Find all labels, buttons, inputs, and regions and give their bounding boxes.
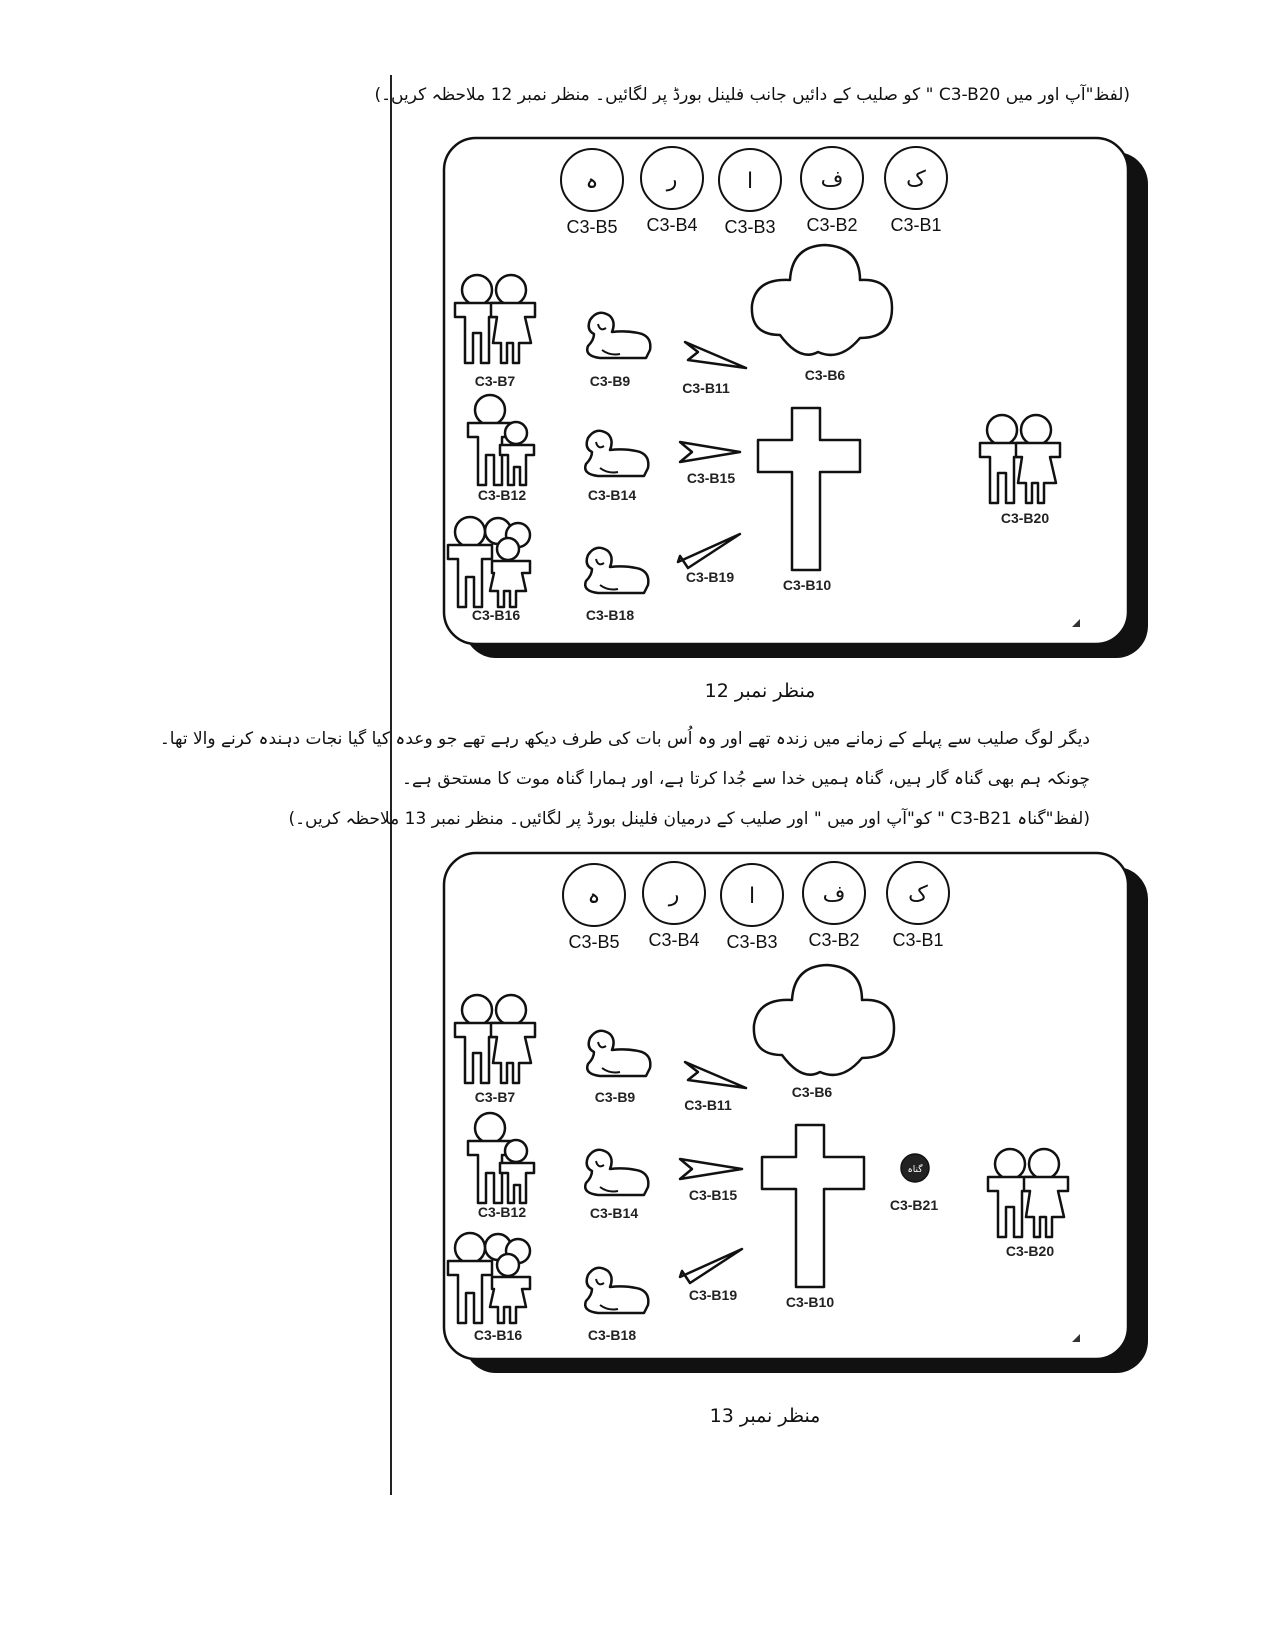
circle-label: C3-B2 xyxy=(806,215,858,235)
circle-label: C3-B1 xyxy=(890,215,942,235)
label: C3-B20 xyxy=(1000,510,1050,526)
circle-label: C3-B3 xyxy=(724,217,776,237)
label: C3-B10 xyxy=(785,1294,835,1310)
label: C3-B9 xyxy=(594,1089,636,1105)
label: C3-B20 xyxy=(1005,1243,1055,1259)
svg-text:ر: ر xyxy=(666,167,678,192)
label: C3-B16 xyxy=(473,1327,523,1343)
svg-text:ک: ک xyxy=(908,882,928,907)
scene-12-board xyxy=(440,130,1160,665)
label: C3-B15 xyxy=(688,1187,738,1203)
circle-label: C3-B1 xyxy=(892,930,944,950)
board-frame xyxy=(444,138,1128,644)
label: C3-B11 xyxy=(684,1097,732,1113)
label: C3-B19 xyxy=(688,1287,738,1303)
paragraph-line-1: دیگر لوگ صلیب سے پہلے کے زمانے میں زندہ تھے اور وہ اُس بات کی طرف دیکھ رہے تھے جو وعدہ کیا گیا نجات دہندہ کرنے والا تھا۔ xyxy=(159,729,1090,749)
board-frame xyxy=(444,853,1128,1359)
svg-text:ا: ا xyxy=(748,884,756,909)
paragraph-line-2: چونکہ ہم بھی گناہ گار ہیں، گناہ ہمیں خدا سے جُدا کرتا ہے، اور ہمارا گناہ موت کا مستحق ہے۔ xyxy=(402,769,1090,789)
paragraph-line-3: (لفظ"گناہ C3-B21 " کو"آپ اور میں " اور صلیب کے درمیان فلینل بورڈ پر لگائیں۔ منظر نمبر 13 ملاحظہ کریں۔) xyxy=(288,809,1090,829)
label: C3-B11 xyxy=(682,380,730,396)
label: C3-B18 xyxy=(585,607,635,623)
caption-scene-12: منظر نمبر 12 xyxy=(704,680,816,702)
circle-label: C3-B5 xyxy=(568,932,620,952)
circle-label: C3-B4 xyxy=(646,215,698,235)
flannel-board-scene-12 xyxy=(440,130,1160,665)
label: C3-B15 xyxy=(686,470,736,486)
svg-text:ا: ا xyxy=(746,169,754,194)
label: C3-B12 xyxy=(477,487,527,503)
svg-text:ف: ف xyxy=(820,167,844,192)
svg-text:ر: ر xyxy=(668,882,680,907)
caption-scene-13: منظر نمبر 13 xyxy=(709,1405,821,1427)
svg-text:ہ: ہ xyxy=(585,169,599,194)
label: C3-B16 xyxy=(471,607,521,623)
svg-text:ہ: ہ xyxy=(587,884,601,909)
label: C3-B18 xyxy=(587,1327,637,1343)
instruction-scene-12: (لفظ"آپ اور میں C3-B20 " کو صلیب کے دائیں جانب فلینل بورڈ پر لگائیں۔ منظر نمبر 12 ملاحظہ کریں۔) xyxy=(374,85,1130,105)
label: C3-B6 xyxy=(804,367,846,383)
sin-badge-text: گناہ xyxy=(907,1165,923,1175)
label: C3-B10 xyxy=(782,577,832,593)
label: C3-B21 xyxy=(889,1197,939,1213)
circle-label: C3-B3 xyxy=(726,932,778,952)
label: C3-B7 xyxy=(474,1089,516,1105)
scene-13-board xyxy=(440,845,1160,1380)
circle-label: C3-B4 xyxy=(648,930,700,950)
label: C3-B14 xyxy=(589,1205,639,1221)
label: C3-B9 xyxy=(589,373,631,389)
label: C3-B19 xyxy=(685,569,735,585)
flannel-board-scene-13 xyxy=(440,845,1160,1380)
label: C3-B6 xyxy=(791,1084,833,1100)
label: C3-B7 xyxy=(474,373,516,389)
sin-badge xyxy=(901,1154,929,1182)
svg-text:ف: ف xyxy=(822,882,846,907)
svg-text:ک: ک xyxy=(906,167,926,192)
circle-label: C3-B5 xyxy=(566,217,618,237)
circle-label: C3-B2 xyxy=(808,930,860,950)
label: C3-B14 xyxy=(587,487,637,503)
label: C3-B12 xyxy=(477,1204,527,1220)
margin-rule xyxy=(390,75,392,1495)
